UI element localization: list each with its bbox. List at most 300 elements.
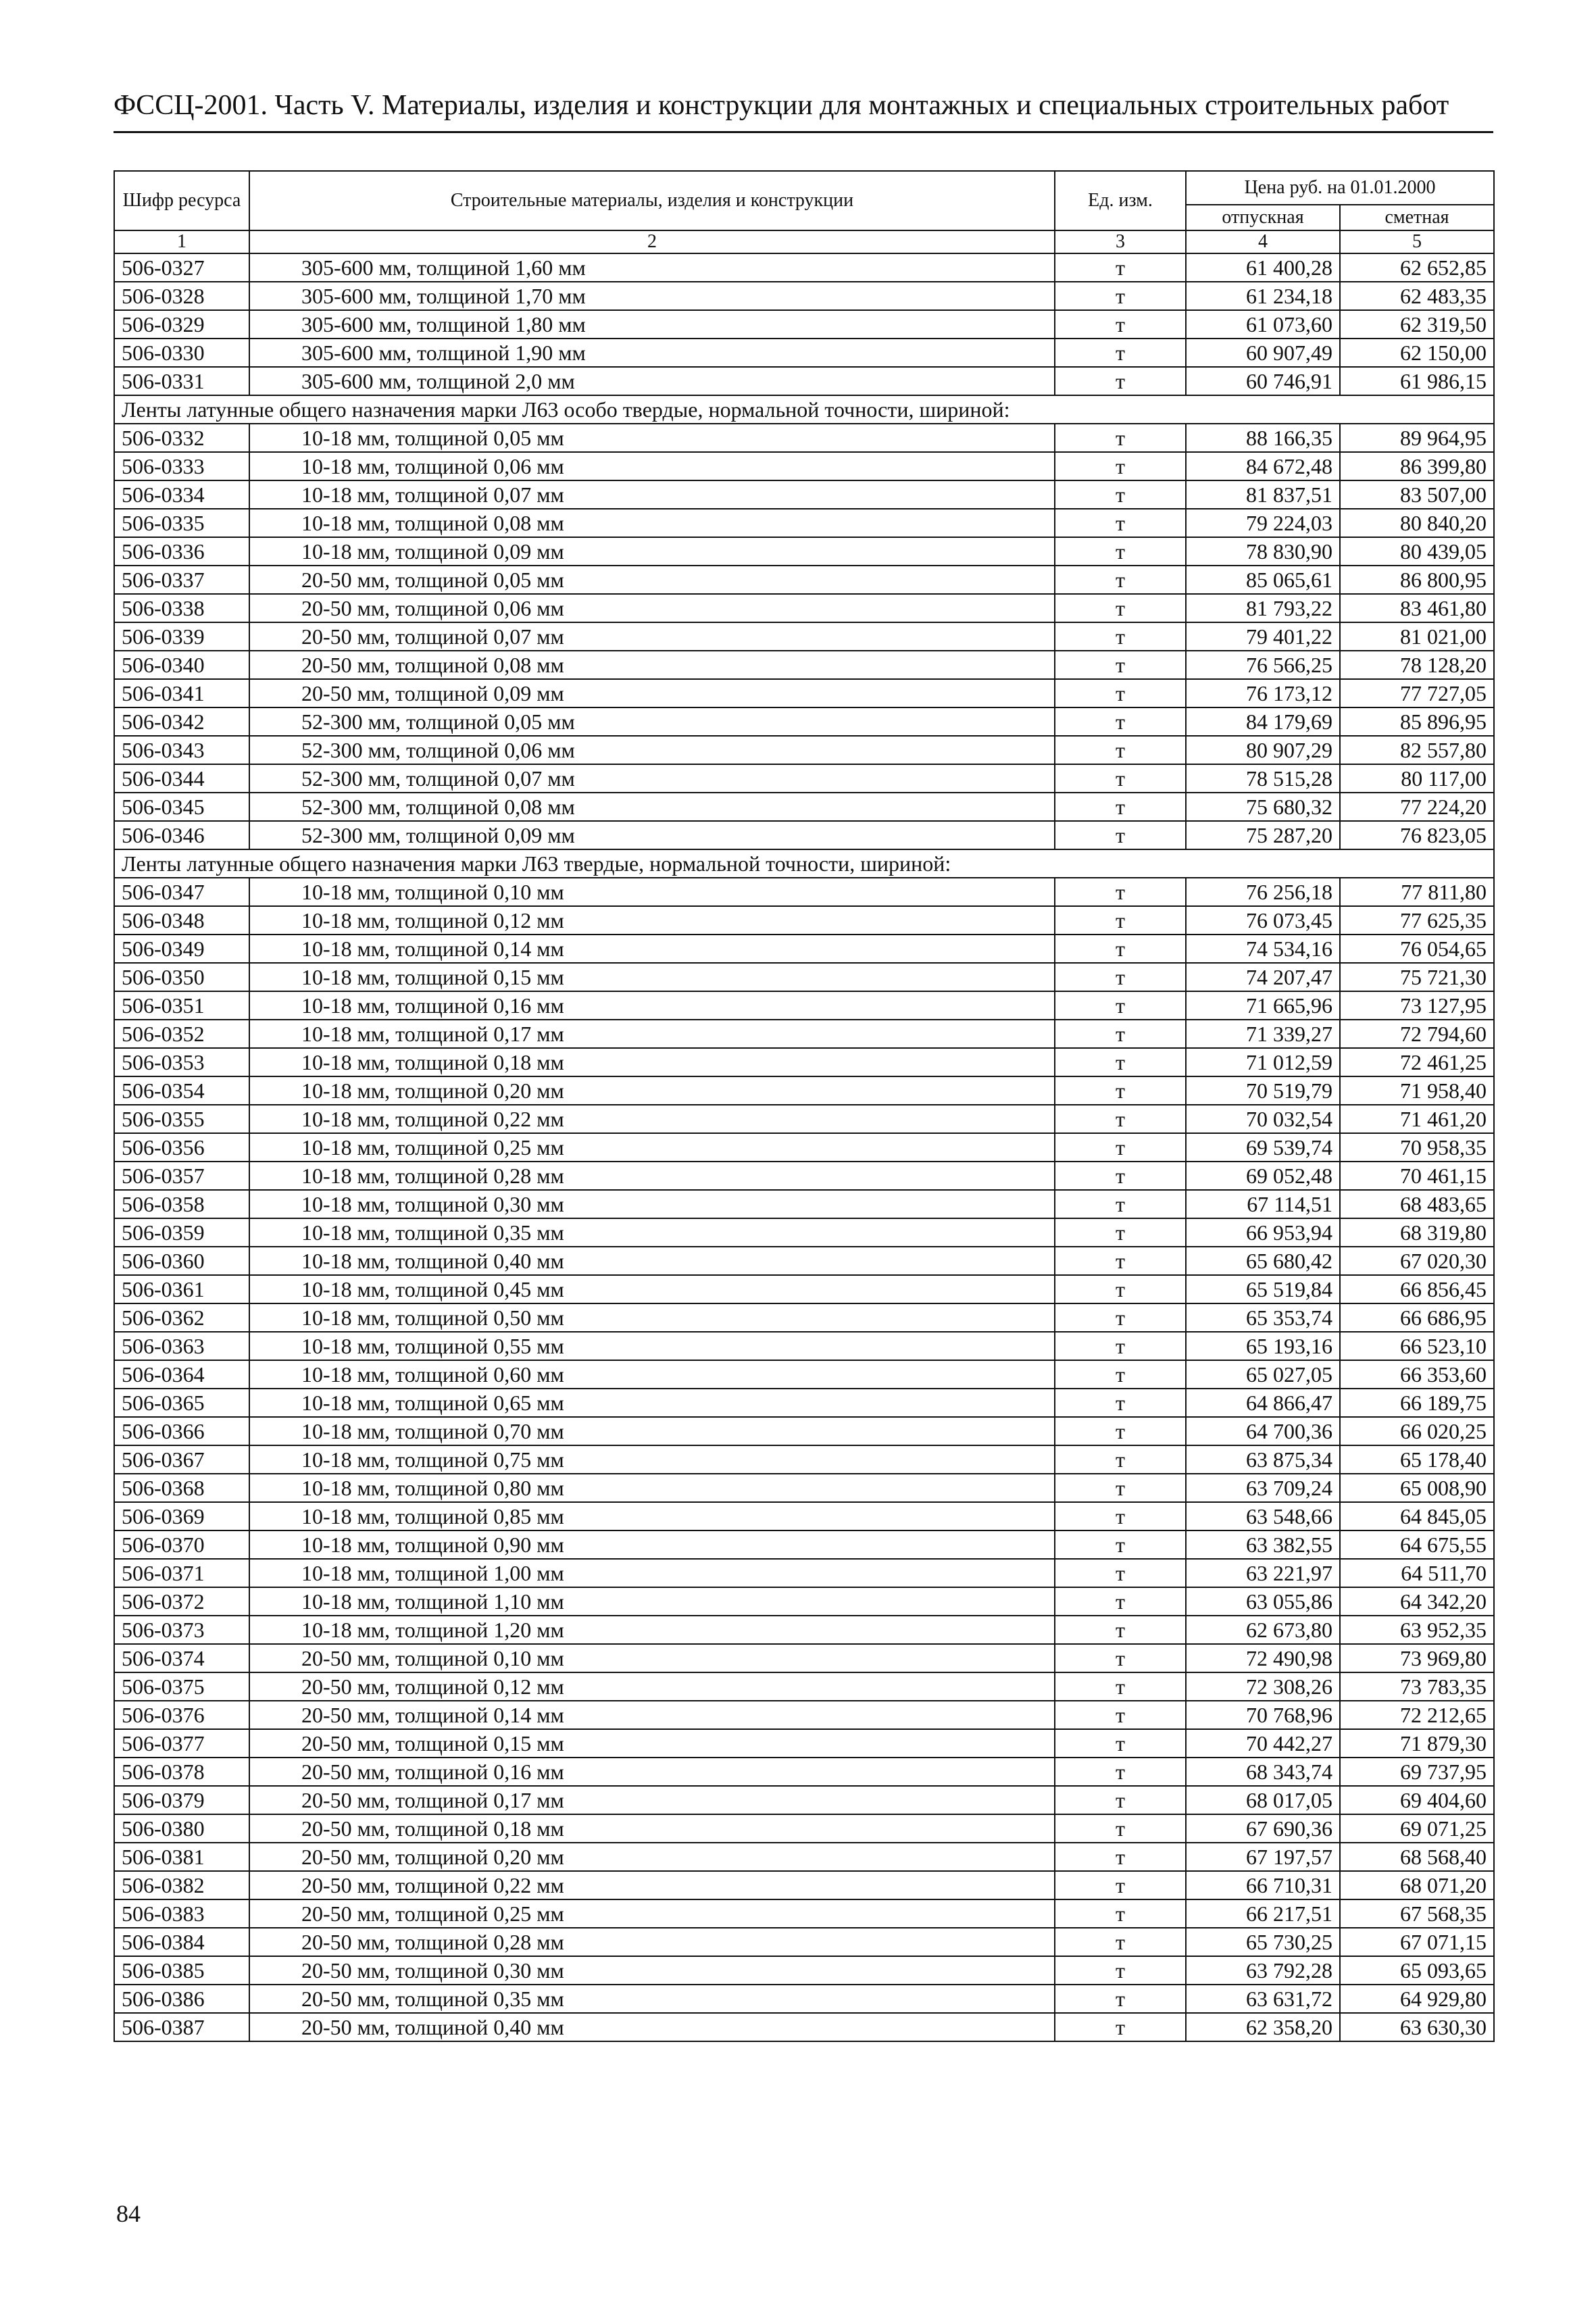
resource-code: 506-0344 — [114, 764, 249, 793]
unit-cell: т — [1055, 821, 1186, 849]
col-header-estimate: сметная — [1340, 205, 1494, 230]
release-price: 62 358,20 — [1186, 2013, 1340, 2041]
unit-cell: т — [1055, 1985, 1186, 2013]
unit-cell: т — [1055, 1332, 1186, 1360]
estimate-price: 66 856,45 — [1340, 1275, 1494, 1303]
resource-code: 506-0377 — [114, 1729, 249, 1758]
material-name: 10-18 мм, толщиной 0,06 мм — [249, 452, 1055, 480]
material-name: 20-50 мм, толщиной 0,12 мм — [249, 1672, 1055, 1701]
col-header-unit: Ед. изм. — [1055, 171, 1186, 230]
table-row — [114, 367, 1494, 395]
unit-cell: т — [1055, 1076, 1186, 1105]
resource-code: 506-0361 — [114, 1275, 249, 1303]
section-title: Ленты латунные общего назначения марки Л63 твердые, нормальной точности, шириной: — [114, 849, 1494, 878]
material-name: 10-18 мм, толщиной 0,80 мм — [249, 1474, 1055, 1502]
unit-cell: т — [1055, 1389, 1186, 1417]
unit-cell: т — [1055, 1928, 1186, 1956]
estimate-price: 67 568,35 — [1340, 1899, 1494, 1928]
resource-code: 506-0371 — [114, 1559, 249, 1587]
release-price: 63 221,97 — [1186, 1559, 1340, 1587]
unit-cell: т — [1055, 793, 1186, 821]
material-name: 10-18 мм, толщиной 0,12 мм — [249, 906, 1055, 935]
release-price: 71 665,96 — [1186, 991, 1340, 1020]
release-price: 75 287,20 — [1186, 821, 1340, 849]
resource-code: 506-0343 — [114, 736, 249, 764]
resource-code: 506-0341 — [114, 679, 249, 707]
unit-cell: т — [1055, 537, 1186, 566]
material-name: 10-18 мм, толщиной 0,10 мм — [249, 878, 1055, 906]
release-price: 66 953,94 — [1186, 1218, 1340, 1247]
table-row — [114, 509, 1494, 537]
material-name: 20-50 мм, толщиной 0,08 мм — [249, 651, 1055, 679]
estimate-price: 66 189,75 — [1340, 1389, 1494, 1417]
unit-cell: т — [1055, 367, 1186, 395]
unit-cell: т — [1055, 1247, 1186, 1275]
estimate-price: 85 896,95 — [1340, 707, 1494, 736]
release-price: 64 866,47 — [1186, 1389, 1340, 1417]
table-body — [114, 253, 1494, 2041]
estimate-price: 86 800,95 — [1340, 566, 1494, 594]
estimate-price: 71 958,40 — [1340, 1076, 1494, 1105]
material-name: 20-50 мм, толщиной 0,20 мм — [249, 1843, 1055, 1871]
release-price: 75 680,32 — [1186, 793, 1340, 821]
release-price: 61 234,18 — [1186, 282, 1340, 310]
estimate-price: 73 969,80 — [1340, 1644, 1494, 1672]
estimate-price: 64 929,80 — [1340, 1985, 1494, 2013]
section-row — [114, 395, 1494, 424]
col-header-name: Строительные материалы, изделия и конструкции — [249, 171, 1055, 230]
resource-code: 506-0367 — [114, 1445, 249, 1474]
resource-code: 506-0340 — [114, 651, 249, 679]
estimate-price: 66 020,25 — [1340, 1417, 1494, 1445]
unit-cell: т — [1055, 1445, 1186, 1474]
material-name: 10-18 мм, толщиной 0,25 мм — [249, 1133, 1055, 1162]
unit-cell: т — [1055, 1899, 1186, 1928]
table-row — [114, 1162, 1494, 1190]
material-name: 10-18 мм, толщиной 1,00 мм — [249, 1559, 1055, 1587]
resource-code: 506-0350 — [114, 963, 249, 991]
table-row — [114, 1417, 1494, 1445]
table-row — [114, 1076, 1494, 1105]
page-header: ФССЦ-2001. Часть V. Материалы, изделия и конструкции для монтажных и специальных строительных работ — [114, 90, 1449, 121]
estimate-price: 63 952,35 — [1340, 1616, 1494, 1644]
table-row — [114, 1985, 1494, 2013]
estimate-price: 81 021,00 — [1340, 622, 1494, 651]
estimate-price: 76 823,05 — [1340, 821, 1494, 849]
resource-code: 506-0352 — [114, 1020, 249, 1048]
estimate-price: 77 224,20 — [1340, 793, 1494, 821]
table-row — [114, 1247, 1494, 1275]
col-number: 1 — [114, 230, 249, 253]
resource-code: 506-0339 — [114, 622, 249, 651]
material-name: 10-18 мм, толщиной 1,10 мм — [249, 1587, 1055, 1616]
estimate-price: 69 737,95 — [1340, 1758, 1494, 1786]
release-price: 88 166,35 — [1186, 424, 1340, 452]
release-price: 63 382,55 — [1186, 1530, 1340, 1559]
estimate-price: 68 483,65 — [1340, 1190, 1494, 1218]
unit-cell: т — [1055, 1871, 1186, 1899]
resource-code: 506-0360 — [114, 1247, 249, 1275]
release-price: 70 768,96 — [1186, 1701, 1340, 1729]
unit-cell: т — [1055, 1275, 1186, 1303]
unit-cell: т — [1055, 679, 1186, 707]
unit-cell: т — [1055, 1048, 1186, 1076]
release-price: 69 052,48 — [1186, 1162, 1340, 1190]
table-row — [114, 1275, 1494, 1303]
release-price: 70 519,79 — [1186, 1076, 1340, 1105]
table-row — [114, 821, 1494, 849]
material-name: 52-300 мм, толщиной 0,07 мм — [249, 764, 1055, 793]
material-name: 20-50 мм, толщиной 0,09 мм — [249, 679, 1055, 707]
material-name: 20-50 мм, толщиной 0,22 мм — [249, 1871, 1055, 1899]
release-price: 65 680,42 — [1186, 1247, 1340, 1275]
resource-code: 506-0331 — [114, 367, 249, 395]
release-price: 68 017,05 — [1186, 1786, 1340, 1814]
release-price: 63 631,72 — [1186, 1985, 1340, 2013]
col-header-code: Шифр ресурса — [114, 171, 249, 230]
material-name: 305-600 мм, толщиной 1,60 мм — [249, 253, 1055, 282]
release-price: 76 256,18 — [1186, 878, 1340, 906]
release-price: 66 217,51 — [1186, 1899, 1340, 1928]
material-name: 20-50 мм, толщиной 0,30 мм — [249, 1956, 1055, 1985]
estimate-price: 70 461,15 — [1340, 1162, 1494, 1190]
resource-code: 506-0376 — [114, 1701, 249, 1729]
release-price: 60 907,49 — [1186, 339, 1340, 367]
material-name: 10-18 мм, толщиной 0,45 мм — [249, 1275, 1055, 1303]
table-row — [114, 537, 1494, 566]
unit-cell: т — [1055, 339, 1186, 367]
material-name: 52-300 мм, толщиной 0,05 мм — [249, 707, 1055, 736]
estimate-price: 70 958,35 — [1340, 1133, 1494, 1162]
estimate-price: 80 840,20 — [1340, 509, 1494, 537]
estimate-price: 73 783,35 — [1340, 1672, 1494, 1701]
release-price: 69 539,74 — [1186, 1133, 1340, 1162]
material-name: 10-18 мм, толщиной 0,15 мм — [249, 963, 1055, 991]
release-price: 61 073,60 — [1186, 310, 1340, 339]
material-name: 20-50 мм, толщиной 0,10 мм — [249, 1644, 1055, 1672]
release-price: 76 566,25 — [1186, 651, 1340, 679]
material-name: 10-18 мм, толщиной 1,20 мм — [249, 1616, 1055, 1644]
col-header-release: отпускная — [1186, 205, 1340, 230]
unit-cell: т — [1055, 1360, 1186, 1389]
release-price: 65 519,84 — [1186, 1275, 1340, 1303]
resource-code: 506-0358 — [114, 1190, 249, 1218]
release-price: 63 548,66 — [1186, 1502, 1340, 1530]
unit-cell: т — [1055, 963, 1186, 991]
estimate-price: 66 353,60 — [1340, 1360, 1494, 1389]
release-price: 68 343,74 — [1186, 1758, 1340, 1786]
release-price: 63 709,24 — [1186, 1474, 1340, 1502]
estimate-price: 61 986,15 — [1340, 367, 1494, 395]
release-price: 79 401,22 — [1186, 622, 1340, 651]
unit-cell: т — [1055, 509, 1186, 537]
unit-cell: т — [1055, 452, 1186, 480]
estimate-price: 64 342,20 — [1340, 1587, 1494, 1616]
resource-code: 506-0381 — [114, 1843, 249, 1871]
release-price: 81 837,51 — [1186, 480, 1340, 509]
estimate-price: 64 511,70 — [1340, 1559, 1494, 1587]
unit-cell: т — [1055, 1020, 1186, 1048]
release-price: 76 173,12 — [1186, 679, 1340, 707]
table-row — [114, 282, 1494, 310]
table-row — [114, 1190, 1494, 1218]
material-name: 10-18 мм, толщиной 0,08 мм — [249, 509, 1055, 537]
table-row — [114, 1020, 1494, 1048]
estimate-price: 83 461,80 — [1340, 594, 1494, 622]
unit-cell: т — [1055, 1843, 1186, 1871]
material-name: 20-50 мм, толщиной 0,15 мм — [249, 1729, 1055, 1758]
material-name: 10-18 мм, толщиной 0,35 мм — [249, 1218, 1055, 1247]
release-price: 74 207,47 — [1186, 963, 1340, 991]
material-name: 20-50 мм, толщиной 0,05 мм — [249, 566, 1055, 594]
resource-code: 506-0349 — [114, 935, 249, 963]
material-name: 52-300 мм, толщиной 0,08 мм — [249, 793, 1055, 821]
material-name: 10-18 мм, толщиной 0,40 мм — [249, 1247, 1055, 1275]
estimate-price: 62 652,85 — [1340, 253, 1494, 282]
unit-cell: т — [1055, 1701, 1186, 1729]
material-name: 10-18 мм, толщиной 0,85 мм — [249, 1502, 1055, 1530]
estimate-price: 62 319,50 — [1340, 310, 1494, 339]
release-price: 62 673,80 — [1186, 1616, 1340, 1644]
release-price: 65 353,74 — [1186, 1303, 1340, 1332]
resource-code: 506-0382 — [114, 1871, 249, 1899]
page-number: 84 — [116, 2200, 141, 2227]
estimate-price: 68 568,40 — [1340, 1843, 1494, 1871]
release-price: 64 700,36 — [1186, 1417, 1340, 1445]
table-row — [114, 1445, 1494, 1474]
release-price: 65 027,05 — [1186, 1360, 1340, 1389]
table-row — [114, 991, 1494, 1020]
material-name: 20-50 мм, толщиной 0,28 мм — [249, 1928, 1055, 1956]
estimate-price: 80 117,00 — [1340, 764, 1494, 793]
table-row — [114, 1133, 1494, 1162]
resource-code: 506-0347 — [114, 878, 249, 906]
material-name: 305-600 мм, толщиной 1,90 мм — [249, 339, 1055, 367]
release-price: 84 179,69 — [1186, 707, 1340, 736]
release-price: 78 515,28 — [1186, 764, 1340, 793]
release-price: 76 073,45 — [1186, 906, 1340, 935]
estimate-price: 62 150,00 — [1340, 339, 1494, 367]
unit-cell: т — [1055, 253, 1186, 282]
material-name: 305-600 мм, толщиной 1,70 мм — [249, 282, 1055, 310]
table-row — [114, 1360, 1494, 1389]
resource-code: 506-0369 — [114, 1502, 249, 1530]
resource-code: 506-0375 — [114, 1672, 249, 1701]
table-row — [114, 906, 1494, 935]
col-number: 2 — [249, 230, 1055, 253]
release-price: 80 907,29 — [1186, 736, 1340, 764]
unit-cell: т — [1055, 1814, 1186, 1843]
resource-code: 506-0351 — [114, 991, 249, 1020]
table-row — [114, 339, 1494, 367]
table-row — [114, 310, 1494, 339]
unit-cell: т — [1055, 1559, 1186, 1587]
release-price: 70 032,54 — [1186, 1105, 1340, 1133]
table-row — [114, 793, 1494, 821]
resource-code: 506-0359 — [114, 1218, 249, 1247]
material-name: 10-18 мм, толщиной 0,17 мм — [249, 1020, 1055, 1048]
unit-cell: т — [1055, 1587, 1186, 1616]
material-name: 20-50 мм, толщиной 0,16 мм — [249, 1758, 1055, 1786]
unit-cell: т — [1055, 622, 1186, 651]
resource-code: 506-0328 — [114, 282, 249, 310]
release-price: 81 793,22 — [1186, 594, 1340, 622]
table-row — [114, 1644, 1494, 1672]
estimate-price: 75 721,30 — [1340, 963, 1494, 991]
table-row — [114, 1758, 1494, 1786]
material-name: 10-18 мм, толщиной 0,16 мм — [249, 991, 1055, 1020]
release-price: 71 339,27 — [1186, 1020, 1340, 1048]
material-name: 20-50 мм, толщиной 0,25 мм — [249, 1899, 1055, 1928]
material-name: 10-18 мм, толщиной 0,20 мм — [249, 1076, 1055, 1105]
table-row — [114, 1474, 1494, 1502]
header-rule — [114, 131, 1493, 133]
unit-cell: т — [1055, 1218, 1186, 1247]
estimate-price: 89 964,95 — [1340, 424, 1494, 452]
table-row — [114, 1899, 1494, 1928]
unit-cell: т — [1055, 1162, 1186, 1190]
estimate-price: 78 128,20 — [1340, 651, 1494, 679]
estimate-price: 69 404,60 — [1340, 1786, 1494, 1814]
release-price: 84 672,48 — [1186, 452, 1340, 480]
table-row — [114, 1389, 1494, 1417]
estimate-price: 77 625,35 — [1340, 906, 1494, 935]
unit-cell: т — [1055, 1190, 1186, 1218]
resource-code: 506-0363 — [114, 1332, 249, 1360]
table-row — [114, 679, 1494, 707]
table-row — [114, 1672, 1494, 1701]
release-price: 63 875,34 — [1186, 1445, 1340, 1474]
estimate-price: 62 483,35 — [1340, 282, 1494, 310]
estimate-price: 67 071,15 — [1340, 1928, 1494, 1956]
release-price: 70 442,27 — [1186, 1729, 1340, 1758]
resource-code: 506-0364 — [114, 1360, 249, 1389]
table-row — [114, 651, 1494, 679]
table-row — [114, 1928, 1494, 1956]
table-row — [114, 1616, 1494, 1644]
table-row — [114, 1105, 1494, 1133]
resource-code: 506-0337 — [114, 566, 249, 594]
estimate-price: 76 054,65 — [1340, 935, 1494, 963]
table-row — [114, 1048, 1494, 1076]
resource-code: 506-0379 — [114, 1786, 249, 1814]
resource-code: 506-0336 — [114, 537, 249, 566]
resource-code: 506-0370 — [114, 1530, 249, 1559]
material-name: 10-18 мм, толщиной 0,65 мм — [249, 1389, 1055, 1417]
material-name: 20-50 мм, толщиной 0,40 мм — [249, 2013, 1055, 2041]
table-row — [114, 1814, 1494, 1843]
material-name: 52-300 мм, толщиной 0,09 мм — [249, 821, 1055, 849]
unit-cell: т — [1055, 707, 1186, 736]
estimate-price: 82 557,80 — [1340, 736, 1494, 764]
unit-cell: т — [1055, 1729, 1186, 1758]
resource-code: 506-0329 — [114, 310, 249, 339]
resource-code: 506-0354 — [114, 1076, 249, 1105]
estimate-price: 72 461,25 — [1340, 1048, 1494, 1076]
table-row — [114, 424, 1494, 452]
material-name: 305-600 мм, толщиной 2,0 мм — [249, 367, 1055, 395]
table-row — [114, 566, 1494, 594]
table-row — [114, 1729, 1494, 1758]
resource-code: 506-0362 — [114, 1303, 249, 1332]
material-name: 10-18 мм, толщиной 0,07 мм — [249, 480, 1055, 509]
estimate-price: 65 093,65 — [1340, 1956, 1494, 1985]
table-row — [114, 452, 1494, 480]
table-row — [114, 1332, 1494, 1360]
table-row — [114, 935, 1494, 963]
material-name: 10-18 мм, толщиной 0,30 мм — [249, 1190, 1055, 1218]
release-price: 63 792,28 — [1186, 1956, 1340, 1985]
estimate-price: 66 686,95 — [1340, 1303, 1494, 1332]
material-name: 10-18 мм, толщиной 0,22 мм — [249, 1105, 1055, 1133]
table-row — [114, 878, 1494, 906]
unit-cell: т — [1055, 1758, 1186, 1786]
unit-cell: т — [1055, 991, 1186, 1020]
unit-cell: т — [1055, 1616, 1186, 1644]
estimate-price: 73 127,95 — [1340, 991, 1494, 1020]
resource-code: 506-0342 — [114, 707, 249, 736]
table-row — [114, 594, 1494, 622]
material-name: 10-18 мм, толщиной 0,09 мм — [249, 537, 1055, 566]
estimate-price: 83 507,00 — [1340, 480, 1494, 509]
unit-cell: т — [1055, 594, 1186, 622]
col-number: 5 — [1340, 230, 1494, 253]
unit-cell: т — [1055, 878, 1186, 906]
resource-code: 506-0380 — [114, 1814, 249, 1843]
unit-cell: т — [1055, 1502, 1186, 1530]
resource-code: 506-0387 — [114, 2013, 249, 2041]
unit-cell: т — [1055, 736, 1186, 764]
resource-code: 506-0338 — [114, 594, 249, 622]
release-price: 85 065,61 — [1186, 566, 1340, 594]
resource-code: 506-0373 — [114, 1616, 249, 1644]
estimate-price: 86 399,80 — [1340, 452, 1494, 480]
estimate-price: 66 523,10 — [1340, 1332, 1494, 1360]
table-row — [114, 707, 1494, 736]
release-price: 65 193,16 — [1186, 1332, 1340, 1360]
material-name: 10-18 мм, толщиной 0,50 мм — [249, 1303, 1055, 1332]
material-name: 52-300 мм, толщиной 0,06 мм — [249, 736, 1055, 764]
estimate-price: 68 071,20 — [1340, 1871, 1494, 1899]
table-row — [114, 1701, 1494, 1729]
material-name: 10-18 мм, толщиной 0,14 мм — [249, 935, 1055, 963]
table-row — [114, 1587, 1494, 1616]
resource-code: 506-0348 — [114, 906, 249, 935]
release-price: 60 746,91 — [1186, 367, 1340, 395]
table-row — [114, 1502, 1494, 1530]
material-name: 10-18 мм, толщиной 0,70 мм — [249, 1417, 1055, 1445]
unit-cell: т — [1055, 282, 1186, 310]
release-price: 63 055,86 — [1186, 1587, 1340, 1616]
unit-cell: т — [1055, 906, 1186, 935]
table-row — [114, 963, 1494, 991]
resource-code: 506-0366 — [114, 1417, 249, 1445]
unit-cell: т — [1055, 566, 1186, 594]
col-header-price: Цена руб. на 01.01.2000 — [1186, 171, 1494, 205]
estimate-price: 65 008,90 — [1340, 1474, 1494, 1502]
table-row — [114, 1218, 1494, 1247]
unit-cell: т — [1055, 1417, 1186, 1445]
resource-code: 506-0372 — [114, 1587, 249, 1616]
resource-code: 506-0355 — [114, 1105, 249, 1133]
table-row — [114, 1559, 1494, 1587]
material-name: 20-50 мм, толщиной 0,17 мм — [249, 1786, 1055, 1814]
estimate-price: 72 212,65 — [1340, 1701, 1494, 1729]
unit-cell: т — [1055, 1644, 1186, 1672]
unit-cell: т — [1055, 1672, 1186, 1701]
estimate-price: 71 461,20 — [1340, 1105, 1494, 1133]
unit-cell: т — [1055, 1786, 1186, 1814]
